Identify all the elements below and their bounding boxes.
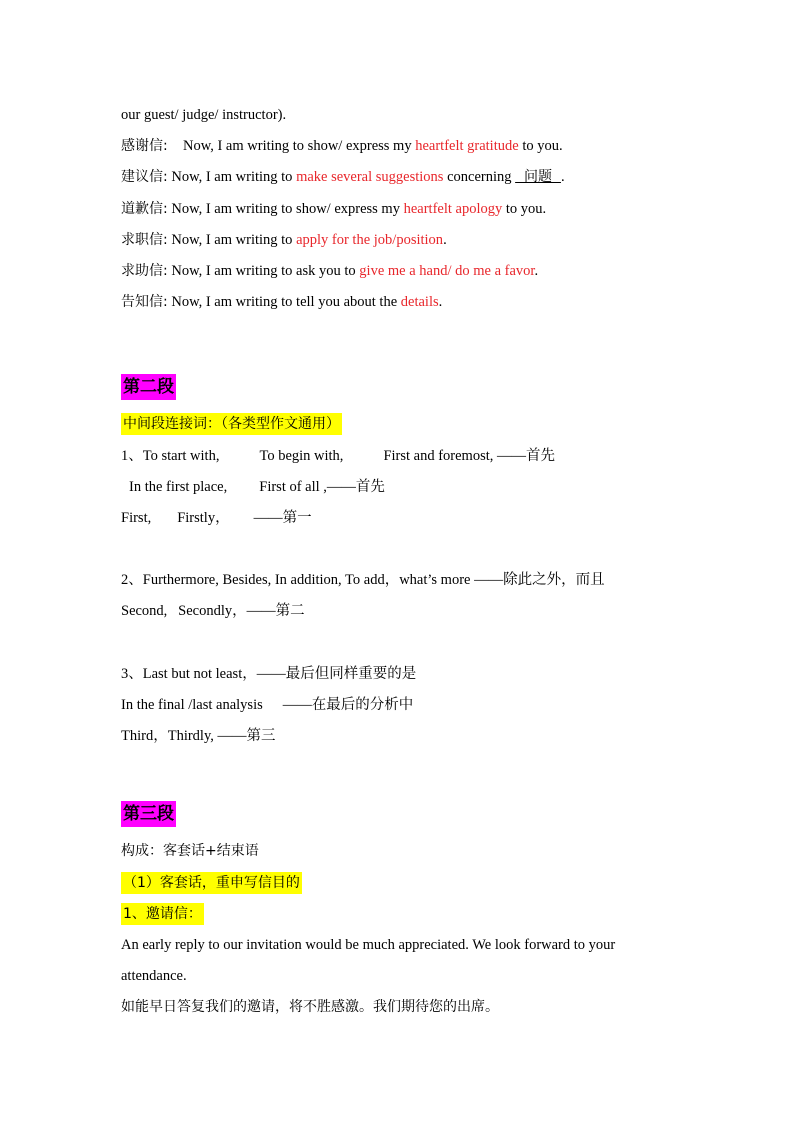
- apology-suffix: to you.: [502, 200, 547, 217]
- invite-en-line2: [121, 961, 721, 992]
- apology-label: 道歉信:: [121, 200, 168, 217]
- invite-en-2: attendance.: [121, 968, 187, 985]
- thanks-prefix: Now, I am writing to show/ express my: [182, 138, 416, 155]
- g3-l2a: In the final /last analysis: [121, 697, 263, 713]
- help-letter-line: [121, 256, 721, 287]
- help-suffix: .: [534, 262, 539, 279]
- suggest-red: make several suggestions: [296, 169, 444, 186]
- job-suffix: .: [443, 231, 447, 248]
- section3-subheading: （1）客套话，重申写信目的: [121, 872, 302, 894]
- job-label: 求职信:: [121, 231, 168, 248]
- help-prefix: Now, I am writing to ask you to: [171, 262, 360, 279]
- document-page: [121, 100, 721, 1024]
- g3-l1: 3、Last but not least，——最后但同样重要的是: [121, 665, 417, 682]
- g1-l3a: First,: [121, 509, 152, 526]
- g3-l2b: ——在最后的分析中: [282, 697, 414, 713]
- help-label: 求助信:: [121, 262, 168, 279]
- section3-heading-row: [121, 792, 721, 836]
- blank-line: [121, 534, 721, 565]
- suggest-label: 建议信:: [121, 169, 168, 186]
- notice-suffix: .: [438, 294, 443, 311]
- g2-l2: Second, Secondly，——第二: [121, 603, 305, 620]
- thanks-label: 感谢信:: [121, 138, 168, 155]
- suggest-underline: 问题: [515, 169, 561, 186]
- g1-l1b: To begin with,: [259, 447, 344, 464]
- apology-red: heartfelt apology: [403, 200, 503, 217]
- apology-letter-line: [121, 194, 721, 225]
- connector-group2-line1: [121, 565, 721, 596]
- suggest-mid: concerning: [443, 169, 516, 186]
- section2-sub-row: [121, 409, 721, 440]
- notice-label: 告知信:: [121, 294, 168, 311]
- notice-red: details: [400, 294, 439, 311]
- guest-line: [121, 100, 721, 131]
- section3-structure: 构成：客套话+结束语: [121, 843, 259, 860]
- invite-cn: 如能早日答复我们的邀请，将不胜感激。我们期待您的出席。: [121, 999, 499, 1016]
- help-red: give me a hand/ do me a favor: [359, 262, 535, 279]
- section3-heading: 第三段: [121, 801, 176, 827]
- apology-prefix: Now, I am writing to show/ express my: [171, 200, 404, 217]
- thanks-red: heartfelt gratitude: [415, 138, 519, 155]
- invite-label-row: [121, 899, 721, 930]
- connector-group3-line2: [121, 690, 721, 721]
- thanks-suffix: to you.: [518, 138, 563, 155]
- section2-heading-row: [121, 365, 721, 409]
- connector-group2-line2: [121, 596, 721, 627]
- invite-cn-line: [121, 992, 721, 1023]
- g2-l1: 2、Furthermore, Besides, In addition, To add，what’s more ——除此之外，而且: [121, 572, 605, 589]
- guest-text: our guest/ judge/ instructor).: [121, 107, 287, 123]
- job-red: apply for the job/position: [296, 231, 444, 248]
- suggest-prefix: Now, I am writing to: [171, 169, 297, 186]
- notice-prefix: Now, I am writing to tell you about the: [171, 294, 401, 311]
- blank-line: [121, 628, 721, 659]
- connector-group1-line2: [121, 472, 721, 503]
- notice-letter-line: [121, 287, 721, 318]
- section2-heading: 第二段: [121, 374, 176, 400]
- g1-l1a: 1、To start with,: [121, 447, 220, 464]
- g1-l3b: Firstly，: [177, 509, 230, 526]
- suggest-suffix: .: [560, 169, 565, 186]
- job-letter-line: [121, 225, 721, 256]
- suggestion-letter-line: [121, 162, 721, 193]
- section3-sub-row: [121, 868, 721, 899]
- g3-l3: Third，Thirdly, ——第三: [121, 728, 276, 745]
- invite-en-line1: [121, 930, 721, 961]
- section2-subheading: 中间段连接词：（各类型作文通用）: [121, 413, 342, 435]
- g1-l2a: In the first place,: [129, 478, 228, 495]
- connector-group3-line3: [121, 721, 721, 752]
- connector-group1-line1: [121, 441, 721, 472]
- connector-group3-line1: [121, 659, 721, 690]
- connector-group1-line3: [121, 503, 721, 534]
- thanks-letter-line: [121, 131, 721, 162]
- g1-l3c: ——第一: [253, 509, 312, 526]
- g1-l2b: First of all ,——首先: [259, 478, 385, 495]
- g1-l1c: First and foremost, ——首先: [383, 447, 556, 464]
- section3-structure-row: [121, 836, 721, 867]
- job-prefix: Now, I am writing to: [171, 231, 297, 248]
- invite-label: 1、邀请信：: [121, 903, 204, 925]
- invite-en-1: An early reply to our invitation would be much appreciated. We look forward to your: [121, 936, 616, 953]
